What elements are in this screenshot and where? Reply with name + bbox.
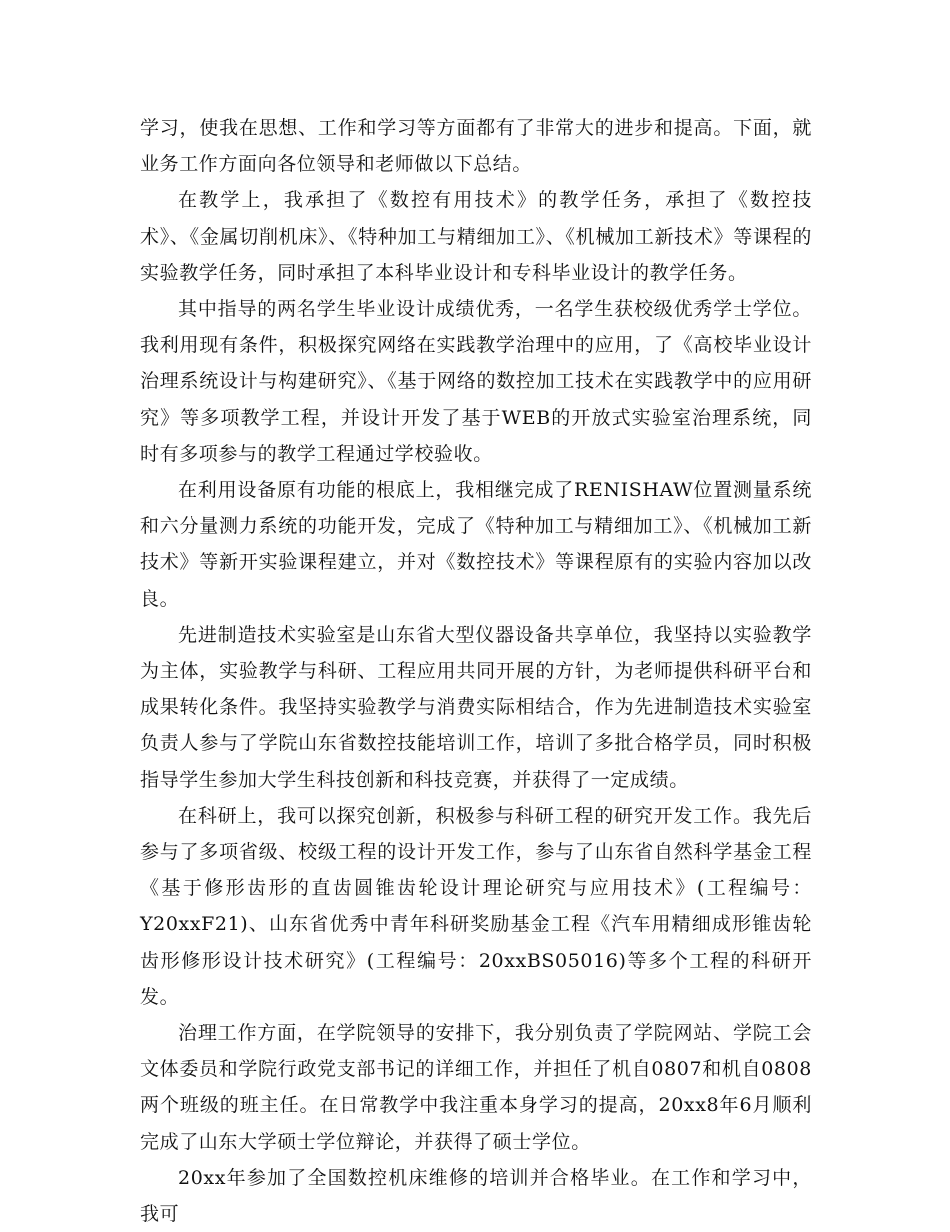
paragraph: 在科研上，我可以探究创新，积极参与科研工程的研究开发工作。我先后参与了多项省级、校级工程的设计开发工作，参与了山东省自然科学基金工程《基于修形齿形的直齿圆锥齿轮设计理论研究与应用技术》(工程编号：Y20xxF21)、山东省优秀中青年科研奖励基金工程《汽车用精细成形锥齿轮齿形修形设计技术研究》(工程编号：20xxBS05016)等多个工程的科研开发。 [140,804,812,1008]
document-body [140,110,812,1232]
paragraph: 学习，使我在思想、工作和学习等方面都有了非常大的进步和提高。下面，就业务工作方面向各位领导和老师做以下总结。 [140,117,812,176]
paragraph: 在教学上，我承担了《数控有用技术》的教学任务，承担了《数控技术》、《金属切削机床》、《特种加工与精细加工》、《机械加工新技术》等课程的实验教学任务，同时承担了本科毕业设计和专科毕业设计的教学任务。 [140,189,812,284]
paragraph: 其中指导的两名学生毕业设计成绩优秀，一名学生获校级优秀学士学位。我利用现有条件，积极探究网络在实践教学治理中的应用，了《高校毕业设计治理系统设计与构建研究》、《基于网络的数控加工技术在实践教学中的应用研究》等多项教学工程，并设计开发了基于WEB的开放式实验室治理系统，同时有多项参与的教学工程通过学校验收。 [140,298,812,465]
paragraph: 先进制造技术实验室是山东省大型仪器设备共享单位，我坚持以实验教学为主体，实验教学与科研、工程应用共同开展的方针，为老师提供科研平台和成果转化条件。我坚持实验教学与消费实际相结合，作为先进制造技术实验室负责人参与了学院山东省数控技能培训工作，培训了多批合格学员，同时积极指导学生参加大学生科技创新和科技竞赛，并获得了一定成绩。 [140,623,812,791]
paragraph: 在利用设备原有功能的根底上，我相继完成了RENISHAW位置测量系统和六分量测力系统的功能开发，完成了《特种加工与精细加工》、《机械加工新技术》等新开实验课程建立，并对《数控技术》等课程原有的实验内容加以改良。 [140,479,812,610]
paragraph: 20xx年参加了全国数控机床维修的培训并合格毕业。在工作和学习中，我可 [140,1166,812,1226]
paragraph: 治理工作方面，在学院领导的安排下，我分别负责了学院网站、学院工会文体委员和学院行政党支部书记的详细工作，并担任了机自0807和机自0808两个班级的班主任。在日常教学中我注重本身学习的提高，20xx8年6月顺利完成了山东大学硕士学位辩论，并获得了硕士学位。 [140,1022,812,1153]
